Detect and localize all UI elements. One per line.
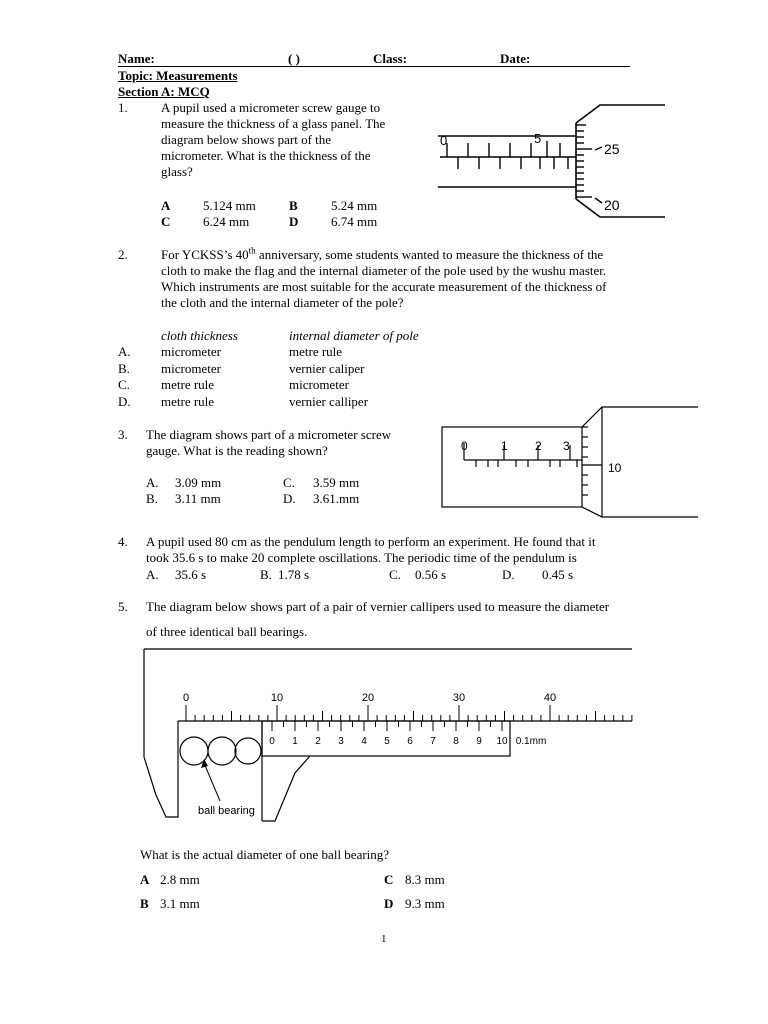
q5-option-text: 2.8 mm bbox=[160, 872, 200, 887]
q3-sleeve-label-0: 0 bbox=[461, 439, 468, 453]
q5-option-letter: D bbox=[384, 896, 394, 911]
q5-option-text: 3.1 mm bbox=[160, 896, 200, 911]
q2-row-letter: C. bbox=[118, 377, 130, 392]
q1-thimble-label-25: 25 bbox=[604, 141, 620, 157]
main-scale-label: 0 bbox=[182, 692, 190, 704]
q5-option-letter: B bbox=[140, 896, 149, 911]
q2-row-letter: D. bbox=[118, 394, 131, 409]
q5-vernier-calliper-diagram bbox=[140, 645, 640, 825]
q4-option-letter: D. bbox=[502, 567, 515, 582]
q1-option-letter: B bbox=[289, 198, 298, 213]
main-scale-label: 30 bbox=[452, 692, 466, 704]
q1-text-line: glass? bbox=[161, 164, 193, 179]
q5-text-line: The diagram below shows part of a pair of vernier callipers used to measure the diameter bbox=[146, 599, 610, 614]
main-scale-label: 40 bbox=[543, 692, 557, 704]
q5-option-text: 8.3 mm bbox=[405, 872, 445, 887]
q3-text-line: gauge. What is the reading shown? bbox=[146, 443, 328, 458]
q2-text-line: cloth to make the flag and the internal diameter of the pole used by the wushu master. bbox=[161, 263, 607, 278]
vernier-scale-label: 1 bbox=[292, 736, 298, 747]
index-number-parens: ( ) bbox=[288, 51, 300, 66]
q3-option-letter: D. bbox=[283, 491, 296, 506]
q3-sleeve-label-3: 3 bbox=[563, 439, 570, 453]
q3-sleeve-label-1: 1 bbox=[501, 439, 508, 453]
q4-option-letter: B. bbox=[260, 567, 272, 582]
q1-option-letter: C bbox=[161, 214, 171, 229]
q1-text-line: micrometer. What is the thickness of the bbox=[161, 148, 371, 163]
q1-option-text: 5.24 mm bbox=[331, 198, 378, 213]
q1-micrometer-diagram bbox=[430, 95, 670, 225]
q1-option-letter: A bbox=[161, 198, 171, 213]
ball-bearing-pointer bbox=[204, 763, 220, 801]
q2-col-header-pole: internal diameter of pole bbox=[289, 328, 419, 343]
q4-text-line: took 35.6 s to make 20 complete oscillations. The periodic time of the pendulum is bbox=[146, 550, 577, 565]
name-label: Name: bbox=[118, 51, 155, 66]
q2-row-cloth: micrometer bbox=[161, 361, 221, 376]
q4-option-text: 0.45 s bbox=[542, 567, 574, 582]
q4-number: 4. bbox=[118, 534, 128, 549]
q1-text-line: diagram below shows part of the bbox=[161, 132, 332, 147]
q3-text-line: The diagram shows part of a micrometer screw bbox=[146, 427, 392, 442]
header-underline bbox=[118, 66, 630, 67]
q4-text-line: A pupil used 80 cm as the pendulum length to perform an experiment. He found that it bbox=[146, 534, 596, 549]
q5-option-text: 9.3 mm bbox=[405, 896, 445, 911]
q1-text-line: A pupil used a micrometer screw gauge to bbox=[161, 100, 381, 115]
q1-sleeve-label-0: 0 bbox=[440, 133, 448, 148]
vernier-scale-label: 5 bbox=[384, 736, 390, 747]
q1-option-text: 6.24 mm bbox=[203, 214, 250, 229]
q2-row-pole: metre rule bbox=[289, 344, 343, 359]
class-label: Class: bbox=[373, 51, 407, 66]
q3-option-text: 3.11 mm bbox=[175, 491, 221, 506]
q1-thimble-label-20: 20 bbox=[604, 197, 620, 213]
vernier-scale-label: 10 bbox=[496, 736, 508, 747]
q3-thimble-label-10: 10 bbox=[608, 461, 622, 475]
q1-text-line: measure the thickness of a glass panel. The bbox=[161, 116, 386, 131]
q3-option-text: 3.09 mm bbox=[175, 475, 222, 490]
q1-number: 1. bbox=[118, 100, 128, 115]
main-scale-label: 10 bbox=[270, 692, 284, 704]
pointer-arrowhead-icon bbox=[201, 759, 208, 768]
q2-row-pole: micrometer bbox=[289, 377, 349, 392]
q3-number: 3. bbox=[118, 427, 128, 442]
q2-row-pole: vernier caliper bbox=[289, 361, 365, 376]
q4-option-text: 0.56 s bbox=[415, 567, 447, 582]
q1-option-letter: D bbox=[289, 214, 299, 229]
section-title: Section A: MCQ bbox=[118, 84, 210, 99]
q4-option-text: 35.6 s bbox=[175, 567, 207, 582]
q5-option-letter: A bbox=[140, 872, 150, 887]
q1-option-text: 5.124 mm bbox=[203, 198, 256, 213]
q2-text-line: the cloth and the internal diameter of the pole? bbox=[161, 295, 404, 310]
q4-option-text: 1.78 s bbox=[278, 567, 310, 582]
vernier-scale-label: 8 bbox=[453, 736, 459, 747]
q2-row-cloth: metre rule bbox=[161, 394, 215, 409]
vernier-scale-label: 0 bbox=[269, 736, 275, 747]
ball-bearing-label: ball bearing bbox=[198, 805, 255, 817]
q5-option-letter: C bbox=[384, 872, 394, 887]
q4-option-letter: C. bbox=[389, 567, 401, 582]
page-number: 1 bbox=[381, 933, 387, 945]
vernier-scale-label: 4 bbox=[361, 736, 367, 747]
vernier-scale-label: 3 bbox=[338, 736, 344, 747]
vernier-scale-label: 7 bbox=[430, 736, 436, 747]
q2-text-line: Which instruments are most suitable for the accurate measurement of the thickness of bbox=[161, 279, 607, 294]
q2-col-header-cloth: cloth thickness bbox=[161, 328, 238, 343]
q5-text-line: of three identical ball bearings. bbox=[146, 624, 308, 639]
q2-row-cloth: micrometer bbox=[161, 344, 221, 359]
q1-sleeve-label-5: 5 bbox=[534, 131, 542, 146]
q5-number: 5. bbox=[118, 599, 128, 614]
q2-text-line: For YCKSS’s 40th anniversary, some students wanted to measure the thickness of the bbox=[161, 245, 604, 262]
date-label: Date: bbox=[500, 51, 531, 66]
vernier-scale-label: 9 bbox=[476, 736, 482, 747]
q5-question: What is the actual diameter of one ball bearing? bbox=[140, 847, 390, 862]
main-scale-label: 20 bbox=[361, 692, 375, 704]
q2-row-cloth: metre rule bbox=[161, 377, 215, 392]
q3-option-text: 3.61.mm bbox=[313, 491, 360, 506]
q2-row-letter: B. bbox=[118, 361, 130, 376]
q3-option-letter: A. bbox=[146, 475, 159, 490]
q3-option-letter: B. bbox=[146, 491, 158, 506]
q3-micrometer-diagram bbox=[440, 405, 700, 519]
q3-sleeve-label-2: 2 bbox=[535, 439, 542, 453]
vernier-scale-label: 0.1mm bbox=[515, 736, 547, 747]
vernier-scale-label: 2 bbox=[315, 736, 321, 747]
vernier-scale-label: 6 bbox=[407, 736, 413, 747]
q2-row-pole: vernier calliper bbox=[289, 394, 369, 409]
q3-option-letter: C. bbox=[283, 475, 295, 490]
q3-option-text: 3.59 mm bbox=[313, 475, 360, 490]
topic-title: Topic: Measurements bbox=[118, 68, 238, 83]
q2-number: 2. bbox=[118, 247, 128, 262]
q1-option-text: 6.74 mm bbox=[331, 214, 378, 229]
q4-option-letter: A. bbox=[146, 567, 159, 582]
q2-row-letter: A. bbox=[118, 344, 131, 359]
